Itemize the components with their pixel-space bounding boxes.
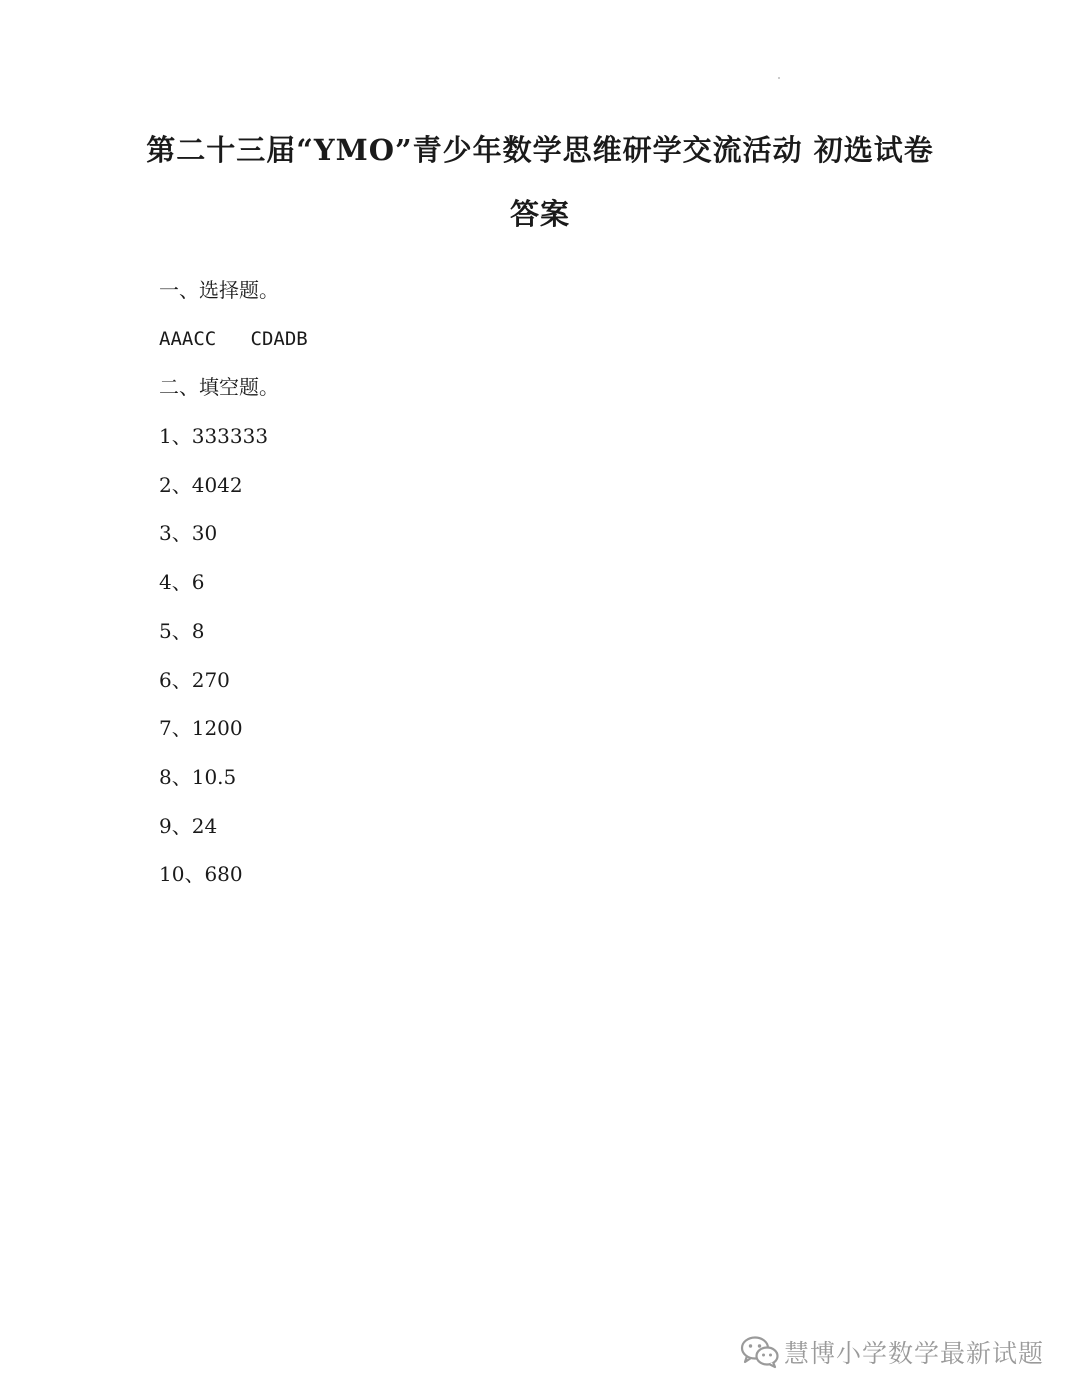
fill-answer-item: 8、10.5 <box>159 764 237 789</box>
fill-answer-item: 10、680 <box>159 862 243 887</box>
fill-answer-item: 2、4042 <box>159 472 243 497</box>
answer-content <box>159 276 959 909</box>
scan-speck <box>778 77 780 79</box>
choice-answers: AAACC CDADB <box>159 327 308 350</box>
watermark <box>740 1332 1044 1372</box>
section-heading-choice: 一、选择题。 <box>159 278 279 302</box>
fill-answer-item: 5、8 <box>159 618 205 643</box>
fill-answer-item: 1、333333 <box>159 424 269 449</box>
wechat-icon <box>740 1335 780 1369</box>
document-title: 第二十三届“YMO”青少年数学思维研学交流活动 初选试卷 <box>146 133 934 167</box>
fill-answer-item: 9、24 <box>159 813 218 838</box>
fill-answer-item: 3、30 <box>159 521 218 546</box>
fill-answer-item: 4、6 <box>159 570 205 595</box>
fill-answer-item: 7、1200 <box>159 716 243 741</box>
fill-answer-item: 6、270 <box>159 667 230 692</box>
watermark-text: 慧博小学数学最新试题 <box>783 1339 1044 1368</box>
section-heading-fill: 二、填空题。 <box>159 375 279 400</box>
document-subtitle: 答案 <box>509 197 570 231</box>
